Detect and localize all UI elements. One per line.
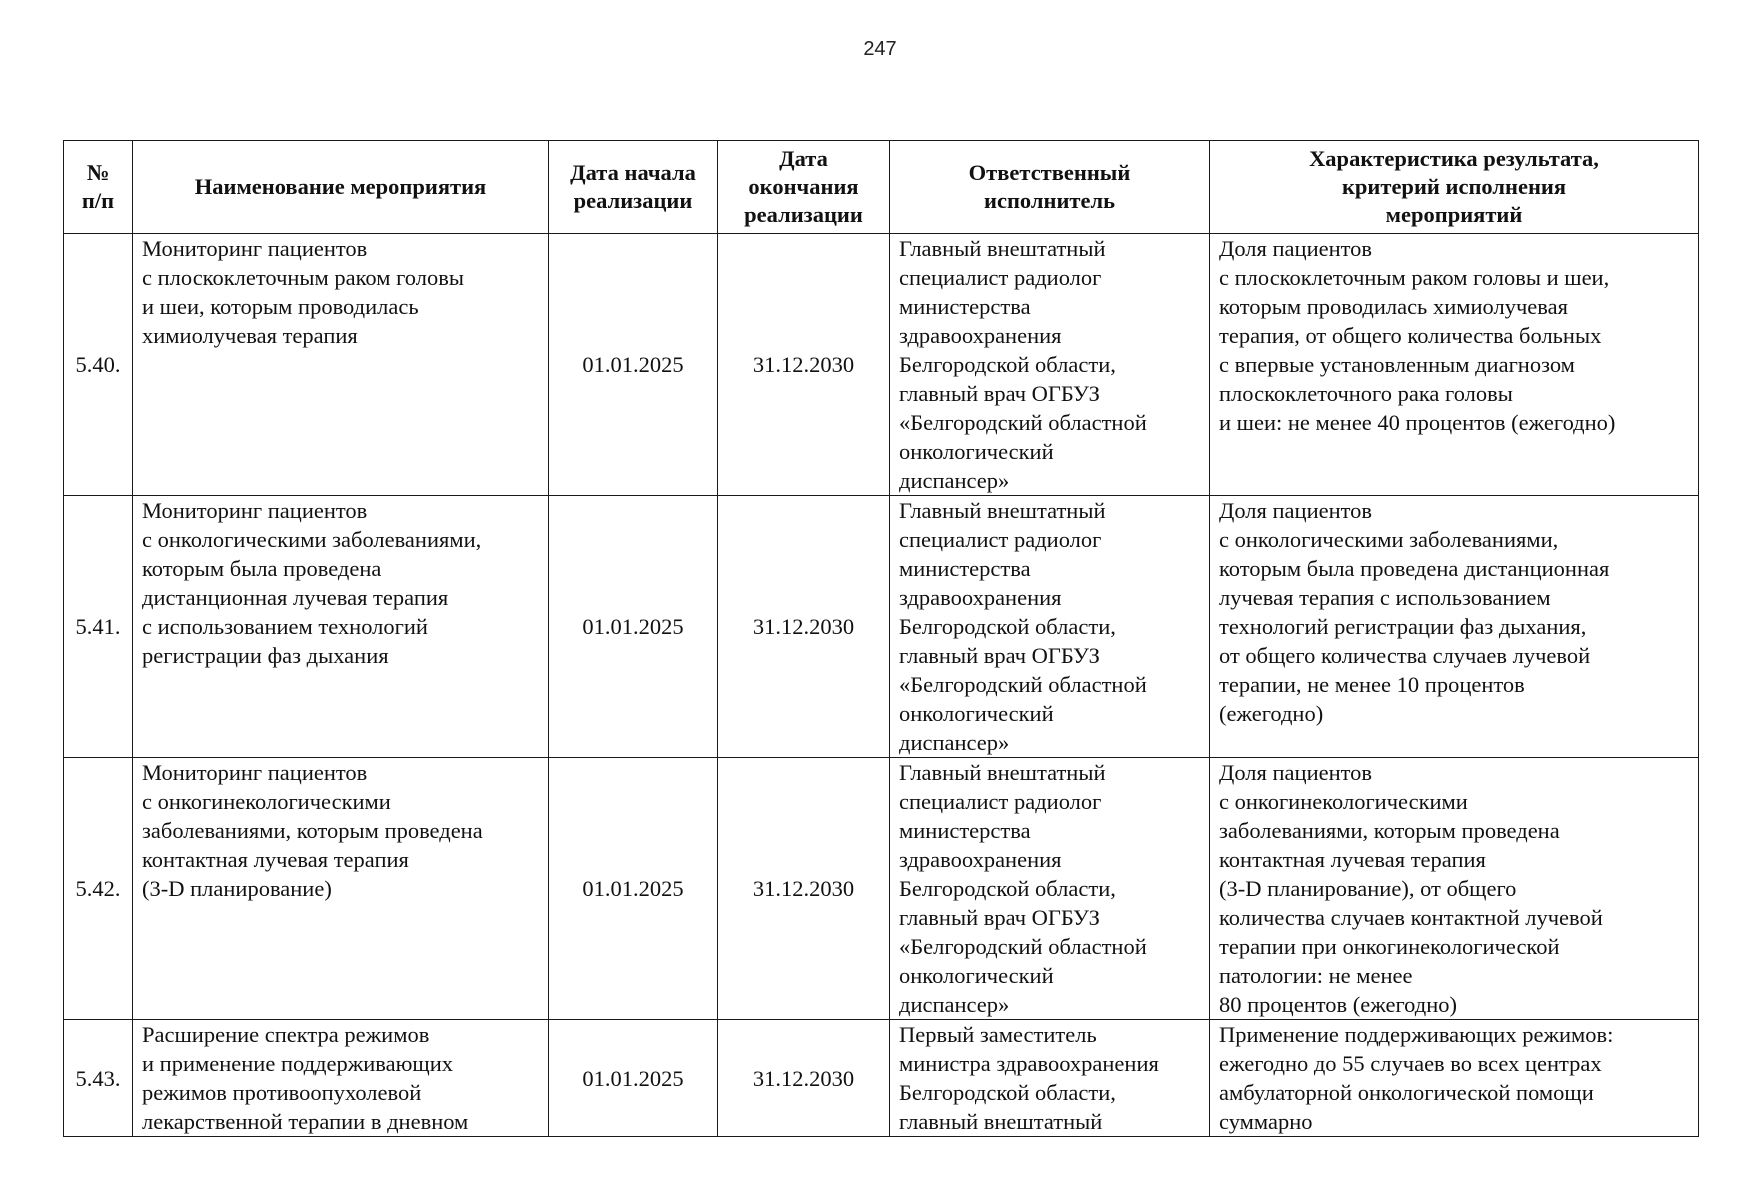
header-start-date <box>549 141 718 234</box>
text-line: главный врач ОГБУЗ <box>899 643 1100 668</box>
text-line: (3-D планирование) <box>142 876 332 901</box>
text-line: Белгородской области, <box>899 614 1116 639</box>
result-criteria <box>1210 234 1699 496</box>
text-line: Характеристика результата, <box>1309 146 1599 171</box>
text-line: суммарно <box>1219 1109 1313 1134</box>
text-line: министра здравоохранения <box>899 1051 1159 1076</box>
header-result <box>1210 141 1699 234</box>
text-line: Мониторинг пациентов <box>142 236 368 261</box>
text-line: Белгородской области, <box>899 1080 1116 1105</box>
end-date: 31.12.2030 <box>718 758 890 1020</box>
text-line: дистанционная лучевая терапия <box>142 585 449 610</box>
table-row <box>64 1020 1699 1137</box>
activity-name <box>133 1020 549 1137</box>
text-line: с онкологическими заболеваниями, <box>1219 527 1559 552</box>
text-line: Применение поддерживающих режимов: <box>1219 1022 1614 1047</box>
text-line: с плоскоклеточным раком головы <box>142 265 464 290</box>
text-line: Первый заместитель <box>899 1022 1097 1047</box>
row-number: 5.41. <box>64 496 133 758</box>
text-line: исполнитель <box>984 188 1115 213</box>
text-line: министерства <box>899 294 1031 319</box>
text-line: Наименование мероприятия <box>194 174 487 199</box>
end-date: 31.12.2030 <box>718 234 890 496</box>
text-line: амбулаторной онкологической помощи <box>1219 1080 1594 1105</box>
header-responsible <box>890 141 1210 234</box>
start-date: 01.01.2025 <box>549 234 718 496</box>
text-line: с впервые установленным диагнозом <box>1219 352 1575 377</box>
text-line: здравоохранения <box>899 323 1062 348</box>
text-line: контактная лучевая терапия <box>1219 847 1486 872</box>
text-line: «Белгородский областной <box>899 410 1147 435</box>
text-line: лучевая терапия с использованием <box>1219 585 1551 610</box>
text-line: контактная лучевая терапия <box>142 847 409 872</box>
responsible-executor <box>890 758 1210 1020</box>
text-line: главный врач ОГБУЗ <box>899 381 1100 406</box>
text-line: здравоохранения <box>899 847 1062 872</box>
activity-name <box>133 234 549 496</box>
text-line: которым проводилась химиолучевая <box>1219 294 1568 319</box>
text-line: реализации <box>573 188 693 213</box>
header-end-date <box>718 141 890 234</box>
text-line: министерства <box>899 818 1031 843</box>
text-line: Ответственный <box>968 160 1131 185</box>
text-line: главный внештатный <box>899 1109 1103 1134</box>
text-line: № <box>86 160 110 185</box>
text-line: заболеваниями, которым проведена <box>1219 818 1560 843</box>
text-line: Главный внештатный <box>899 760 1106 785</box>
table-header-row <box>64 141 1699 234</box>
text-line: с плоскоклеточным раком головы и шеи, <box>1219 265 1610 290</box>
responsible-executor <box>890 234 1210 496</box>
text-line: и применение поддерживающих <box>142 1051 454 1076</box>
text-line: заболеваниями, которым проведена <box>142 818 483 843</box>
text-line: Доля пациентов <box>1219 498 1373 523</box>
activity-name <box>133 496 549 758</box>
text-line: диспансер» <box>899 468 1010 493</box>
text-line: с онкогинекологическими <box>142 789 391 814</box>
text-line: онкологический <box>899 439 1054 464</box>
text-line: Главный внештатный <box>899 498 1106 523</box>
text-line: и шеи: не менее 40 процентов (ежегодно) <box>1219 410 1616 435</box>
activity-name <box>133 758 549 1020</box>
result-criteria <box>1210 758 1699 1020</box>
text-line: патологии: не менее <box>1219 963 1413 988</box>
text-line: Белгородской области, <box>899 352 1116 377</box>
table-row <box>64 234 1699 496</box>
text-line: (ежегодно) <box>1219 701 1324 726</box>
text-line: от общего количества случаев лучевой <box>1219 643 1591 668</box>
text-line: мероприятий <box>1385 202 1523 227</box>
text-line: онкологический <box>899 701 1054 726</box>
activities-table <box>63 140 1699 1137</box>
text-line: п/п <box>81 188 115 213</box>
end-date: 31.12.2030 <box>718 496 890 758</box>
text-line: химиолучевая терапия <box>142 323 358 348</box>
text-line: Дата начала <box>570 160 696 185</box>
result-criteria <box>1210 1020 1699 1137</box>
text-line: критерий исполнения <box>1341 174 1567 199</box>
text-line: министерства <box>899 556 1031 581</box>
text-line: Доля пациентов <box>1219 760 1373 785</box>
text-line: которым была проведена дистанционная <box>1219 556 1610 581</box>
text-line: которым была проведена <box>142 556 382 581</box>
text-line: плоскоклеточного рака головы <box>1219 381 1513 406</box>
text-line: с онкологическими заболеваниями, <box>142 527 482 552</box>
responsible-executor <box>890 1020 1210 1137</box>
start-date: 01.01.2025 <box>549 758 718 1020</box>
text-line: специалист радиолог <box>899 265 1102 290</box>
text-line: главный врач ОГБУЗ <box>899 905 1100 930</box>
text-line: Расширение спектра режимов <box>142 1022 430 1047</box>
row-number: 5.43. <box>64 1020 133 1137</box>
responsible-executor <box>890 496 1210 758</box>
text-line: окончания <box>748 174 859 199</box>
text-line: «Белгородский областной <box>899 672 1147 697</box>
text-line: терапия, от общего количества больных <box>1219 323 1602 348</box>
table-row <box>64 496 1699 758</box>
text-line: терапии при онкогинекологической <box>1219 934 1560 959</box>
text-line: Доля пациентов <box>1219 236 1373 261</box>
result-criteria <box>1210 496 1699 758</box>
text-line: здравоохранения <box>899 585 1062 610</box>
header-num <box>64 141 133 234</box>
table-row <box>64 758 1699 1020</box>
row-number: 5.40. <box>64 234 133 496</box>
text-line: Главный внештатный <box>899 236 1106 261</box>
text-line: диспансер» <box>899 730 1010 755</box>
text-line: специалист радиолог <box>899 789 1102 814</box>
text-line: терапии, не менее 10 процентов <box>1219 672 1525 697</box>
text-line: технологий регистрации фаз дыхания, <box>1219 614 1587 639</box>
text-line: реализации <box>744 202 863 227</box>
end-date: 31.12.2030 <box>718 1020 890 1137</box>
text-line: онкологический <box>899 963 1054 988</box>
row-number: 5.42. <box>64 758 133 1020</box>
text-line: Дата <box>779 146 828 171</box>
text-line: специалист радиолог <box>899 527 1102 552</box>
header-name <box>133 141 549 234</box>
text-line: лекарственной терапии в дневном <box>142 1109 469 1134</box>
text-line: и шеи, которым проводилась <box>142 294 419 319</box>
text-line: «Белгородский областной <box>899 934 1147 959</box>
start-date: 01.01.2025 <box>549 496 718 758</box>
text-line: Мониторинг пациентов <box>142 498 368 523</box>
text-line: ежегодно до 55 случаев во всех центрах <box>1219 1051 1602 1076</box>
text-line: регистрации фаз дыхания <box>142 643 389 668</box>
text-line: режимов противоопухолевой <box>142 1080 422 1105</box>
page-number: 247 <box>863 38 897 60</box>
text-line: (3-D планирование), от общего <box>1219 876 1517 901</box>
text-line: количества случаев контактной лучевой <box>1219 905 1603 930</box>
text-line: диспансер» <box>899 992 1010 1017</box>
text-line: с онкогинекологическими <box>1219 789 1468 814</box>
text-line: Мониторинг пациентов <box>142 760 368 785</box>
text-line: 80 процентов (ежегодно) <box>1219 992 1457 1017</box>
text-line: с использованием технологий <box>142 614 428 639</box>
start-date: 01.01.2025 <box>549 1020 718 1137</box>
text-line: Белгородской области, <box>899 876 1116 901</box>
